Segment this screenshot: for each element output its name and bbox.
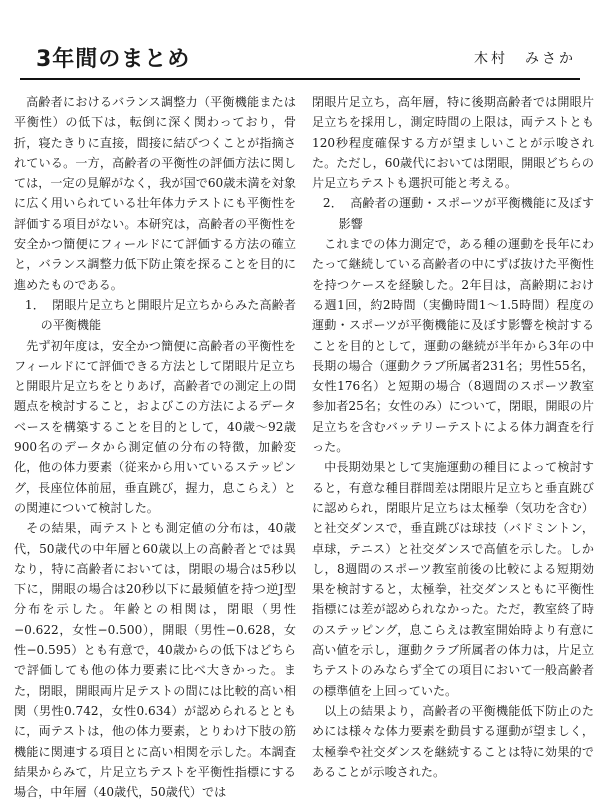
author-name: 木村 みさか (474, 51, 576, 67)
page-header (20, 42, 580, 72)
results-paragraph: その結果，両テストとも測定値の分布は，40歳代，50歳代の中年層と60歳以上の高齢者とでは異なり，特に高齢者においては，閉眼の場合は5秒以下に，開眼の場合は20秒以下に最頻値を持つ逆J型分布を示した。年齢との相関は，閉眼（男性−0.622，女性−0.500），開眼（男性−0.628，女性−0.595）とも有意で，40歳からの低下はどちらで評価しても他の体力要素に比べ大きかった。また，閉眼，開眼両片足テストの間には比較的高い相関（男性0.742，女性0.634）が認められるとともに，両テストは，他の体力要素，とりわけ下肢の筋機能に関連する項目とに高い相関を示した。本調査結果からみて，片足立ちテストを平衡性指標にする場合，中年層（40歳代，50歳代）では (14, 521, 296, 800)
right-column (312, 92, 594, 782)
page-title: 3年間のまとめ (36, 47, 191, 72)
section-number: 1． (24, 297, 45, 312)
results-paragraph-continued: 閉眼片足立ち，高年層，特に後期高齢者では開眼片足立ちを採用し，測定時間の上限は，両テストとも120秒程度確保する方が望ましいことが示唆された。ただし，60歳代においては閉眼，開眼どちらの片足立ちテストも選択可能と考える。 (312, 95, 594, 191)
body-paragraph: これまでの体力測定で，ある種の運動を長年にわたって継続している高齢者の中にずば抜けた平衡性を持つケースを経験した。2年目は，高齢期における週1回，約2時間（実働時間1〜1.5時間）程度の運動・スポーツが平衡機能に及ぼす影響を検討することを目的として，運動の継続が半年から3年の中長期の場合（運動クラブ所属者231名；男性55名，女性176名）と短期の場合（8週間のスポーツ教室参加者25名；女性のみ）について，閉眼，開眼の片足立ちを含むバッテリーテストによる体力調査を行った。 (312, 237, 594, 455)
body-paragraph: 中長期効果として実施運動の種目によって検討すると，有意な種目群間差は閉眼片足立ちと垂直跳びに認められ，閉眼片足立ちは太極拳（気功を含む）と社交ダンスで，垂直跳びは球技（バドミントン，卓球，テニス）と社交ダンスで高値を示した。しかし，8週間のスポーツ教室前後の比較による短期効果を検討すると，太極拳，社交ダンスともに平衡性指標には差が認められなかった。ただ，教室終了時のステッピング，息こらえは教室開始時より有意に高い値を示し，運動クラブ所属者の体力は，片足立ちテストのみならず全ての項目において一般高齢者の標準値を上回っていた。 (312, 460, 594, 698)
section-title: 高齢者の運動・スポーツが平衡機能に及ぼす影響 (338, 196, 594, 231)
header-rule (20, 78, 580, 80)
conclusion-paragraph: 以上の結果より，高齢者の平衡機能低下防止のためには様々な体力要素を動員する運動が望ましく，太極拳や社交ダンスを継続することは特に効果的であることが示唆された。 (312, 703, 594, 779)
section-heading-1 (14, 295, 296, 336)
intro-paragraph: 高齢者におけるバランス調整力（平衡機能または平衡性）の低下は，転倒に深く関わっており，骨折，寝たきりに直接，間接に結びつくことが指摘されている。一方，高齢者の平衡性の評価方法に関しては，一定の見解がなく，我が国で60歳未満を対象に広く用いられている壮年体力テストにも平衡性を評価する項目がない。本研究は，高齢者の平衡性を安全かつ簡便にフィールドにて評価する方法の確立と，バランス調整力低下防止策を探ることを目的に進めたものである。 (14, 95, 296, 292)
section-number: 2． (322, 196, 343, 211)
section-title: 閉眼片足立ちと開眼片足立ちからみた高齢者の平衡機能 (40, 297, 296, 333)
section-heading-2 (312, 193, 594, 234)
left-column (14, 92, 296, 802)
body-paragraph: 先ず初年度は，安全かつ簡便に高齢者の平衡性をフィールドにて評価できる方法として閉眼片足立ちと開眼片足立ちをとりあげ，高齢者での測定上の問題点を検討すること，およびこの方法によるデータベースを構築することを目的として，40歳〜92歳900名のデータから測定値の分布の特徴，加齢変化，他の体力要素（従来から用いているステッピング，長座位体前屈，垂直跳び，握力，息こらえ）との関連について検討した。 (14, 338, 296, 515)
